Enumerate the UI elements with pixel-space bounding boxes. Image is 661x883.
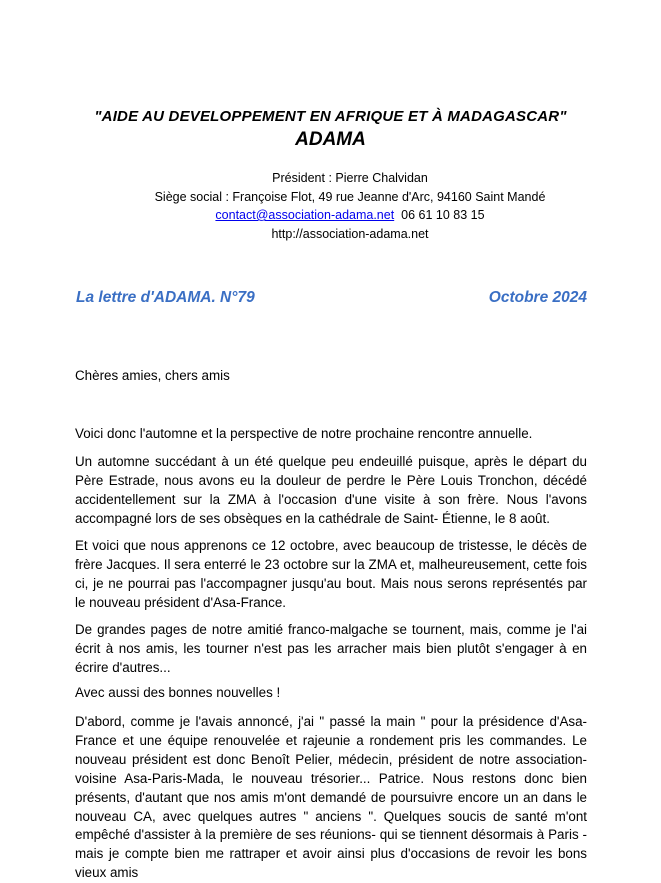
paragraph: Avec aussi des bonnes nouvelles ! bbox=[75, 685, 281, 700]
newsletter-date: Octobre 2024 bbox=[488, 289, 587, 306]
organization-full-name: "AIDE AU DEVELOPPEMENT EN AFRIQUE ET À MADAGASCAR" bbox=[94, 108, 567, 125]
address-line: Siège social : Françoise Flot, 49 rue Jeanne d'Arc, 94160 Saint Mandé bbox=[154, 189, 546, 204]
phone-number: 06 61 10 83 15 bbox=[401, 208, 485, 222]
paragraph: Un automne succédant à un été quelque peu endeuillé puisque, après le départ du Père Estrade, nous avons eu la douleur de perdre le Père Louis Tronchon, décédé accidentellement sur la ZMA à l'occasion d'une visite à son frère. Nous l'avons accompagné lors de ses obsèques en la cathédrale de Saint- Étienne, le 8 août. bbox=[75, 454, 587, 526]
email-link[interactable]: contact@association-adama.net bbox=[215, 208, 395, 222]
paragraph: Voici donc l'automne et la perspective de notre prochaine rencontre annuelle. bbox=[75, 426, 533, 441]
president-line: Président : Pierre Chalvidan bbox=[272, 171, 428, 185]
organization-acronym: ADAMA bbox=[295, 129, 366, 150]
contact-block bbox=[0, 169, 661, 243]
paragraph: D'abord, comme je l'avais annoncé, j'ai " passé la main " pour la présidence d'Asa-France et une équipe renouvelée et rajeunie a rondement pris les commandes. Le nouveau président est donc Benoît Pelier, médecin, président de notre association-voisine Asa-Paris-Mada, le nouveau trésorier... Patrice. Nous restons donc bien présents, d'autant que nos amis m'ont demandé de poursuivre encore un an dans le nouveau CA, avec quelques autres " anciens ". Quelques soucis de santé m'ont empêché d'assister à la première de ses réunions- qui se tiennent désormais à Paris - mais je compte bien me rattraper et avoir ainsi plus d'occasions de revoir les bons vieux amis bbox=[75, 714, 587, 881]
newsletter-title: La lettre d'ADAMA. N°79 bbox=[76, 289, 255, 306]
paragraph: De grandes pages de notre amitié franco-malgache se tournent, mais, comme je l'ai écrit à nos amis, les tourner n'est pas les arracher mais bien plutôt s'engager à en écrire d'autres... bbox=[75, 622, 587, 675]
greeting: Chères amies, chers amis bbox=[75, 368, 230, 383]
paragraph: Et voici que nous apprenons ce 12 octobre, avec beaucoup de tristesse, le décès de frère Jacques. Il sera enterré le 23 octobre sur la ZMA et, malheureusement, cette fois ci, je ne pourrai pas l'accompagner jusqu'au bout. Mais nous serons représentés par le nouveau président d'Asa-France. bbox=[75, 538, 587, 610]
website-url: http://association-adama.net bbox=[271, 226, 429, 241]
email-phone-line bbox=[0, 206, 661, 225]
